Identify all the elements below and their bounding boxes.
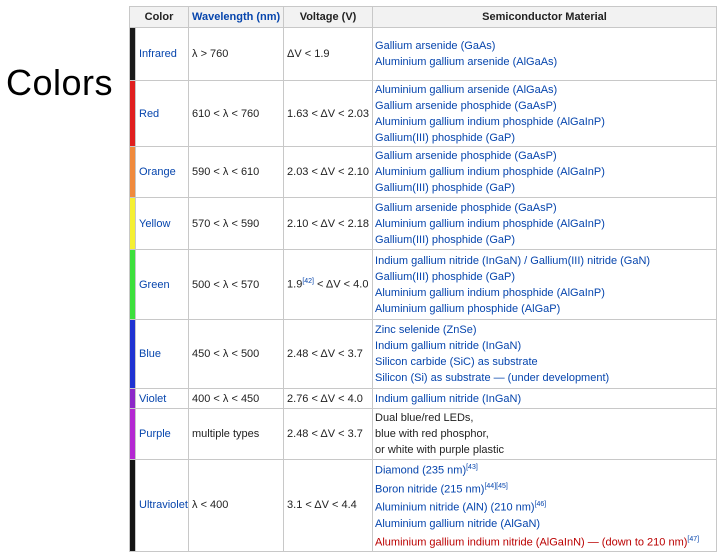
voltage-cell: 2.76 < ΔV < 4.0: [284, 389, 373, 409]
material-line: [375, 516, 714, 532]
table-row: [130, 250, 717, 320]
material-line: [375, 54, 714, 70]
material-cell: [373, 409, 717, 460]
voltage-cell: 2.10 < ΔV < 2.18: [284, 198, 373, 250]
material-link[interactable]: Indium gallium nitride (InGaN) / Gallium(III) nitride (GaN): [375, 254, 651, 267]
material-line: [375, 285, 714, 301]
material-link[interactable]: Aluminium gallium indium phosphide (AlGaInP): [375, 115, 605, 128]
material-link[interactable]: Aluminium gallium indium phosphide (AlGaInP): [375, 166, 605, 178]
table-row: [130, 198, 717, 250]
header-voltage[interactable]: Voltage (V): [284, 7, 373, 28]
wavelength-cell: λ > 760: [189, 28, 284, 81]
material-cell: [373, 198, 717, 250]
material-link[interactable]: Aluminium gallium nitride (AlGaN): [375, 517, 541, 530]
material-link[interactable]: Aluminium gallium indium nitride (AlGaInN) — (down to 210 nm): [375, 536, 688, 549]
material-link[interactable]: Gallium(III) phosphide (GaP): [375, 270, 516, 283]
color-name-link[interactable]: Orange: [136, 147, 189, 198]
material-link[interactable]: Gallium arsenide phosphide (GaAsP): [375, 201, 557, 214]
material-link[interactable]: Aluminium gallium arsenide (AlGaAs): [375, 83, 558, 96]
wavelength-cell: multiple types: [189, 409, 284, 460]
material-cell: [373, 81, 717, 147]
material-line: [375, 497, 714, 516]
color-name-link[interactable]: Ultraviolet: [136, 460, 189, 552]
header-color[interactable]: Color: [130, 7, 189, 28]
material-link[interactable]: Silicon carbide (SiC) as substrate: [375, 356, 538, 368]
material-text: or white with purple plastic: [375, 444, 505, 456]
material-link[interactable]: Gallium arsenide phosphide (GaAsP): [375, 99, 557, 112]
voltage-range: < ΔV < 4.0: [314, 278, 369, 291]
material-line: [375, 322, 714, 338]
material-cell: [373, 28, 717, 81]
voltage-cell: [284, 250, 373, 320]
material-link[interactable]: Gallium arsenide (GaAs): [375, 40, 496, 52]
material-line: [375, 253, 714, 269]
slide-title: Colors: [6, 62, 114, 103]
color-name-link[interactable]: Violet: [136, 389, 189, 409]
material-cell: [373, 460, 717, 552]
table-row: [130, 28, 717, 81]
material-link[interactable]: Diamond (235 nm): [375, 464, 467, 477]
wavelength-cell: 400 < λ < 450: [189, 389, 284, 409]
material-cell: [373, 147, 717, 198]
material-line: [375, 216, 714, 232]
voltage-cell: 2.03 < ΔV < 2.10: [284, 147, 373, 198]
table-row: [130, 147, 717, 198]
material-link[interactable]: Gallium arsenide phosphide (GaAsP): [375, 150, 557, 162]
table-row: [130, 460, 717, 552]
material-line: [375, 460, 714, 479]
voltage-cell: 2.48 < ΔV < 3.7: [284, 409, 373, 460]
material-line: [375, 148, 714, 164]
wavelength-cell: 450 < λ < 500: [189, 320, 284, 389]
material-line: [375, 130, 714, 146]
wavelength-cell: 500 < λ < 570: [189, 250, 284, 320]
material-line: [375, 38, 714, 54]
led-color-table: [129, 6, 717, 552]
color-name-link[interactable]: Purple: [136, 409, 189, 460]
material-cell: [373, 389, 717, 409]
table-row: [130, 81, 717, 147]
wavelength-link[interactable]: Wavelength (nm): [192, 11, 281, 23]
material-link[interactable]: Aluminium nitride (AlN) (210 nm): [375, 501, 535, 514]
material-line: [375, 180, 714, 196]
material-line: [375, 426, 714, 442]
table-row: [130, 409, 717, 460]
material-line: [375, 200, 714, 216]
material-link[interactable]: Gallium(III) phosphide (GaP): [375, 131, 516, 144]
material-link[interactable]: Indium gallium nitride (InGaN): [375, 340, 522, 352]
material-line: [375, 532, 714, 551]
citation-link[interactable]: [43]: [466, 464, 478, 471]
material-line: [375, 232, 714, 248]
material-line: [375, 164, 714, 180]
voltage-cell: ΔV < 1.9: [284, 28, 373, 81]
citation-link[interactable]: [44][45]: [484, 482, 508, 490]
material-link[interactable]: Silicon (Si) as substrate — (under development): [375, 372, 610, 384]
table-row: [130, 389, 717, 409]
material-line: [375, 354, 714, 370]
material-link[interactable]: Zinc selenide (ZnSe): [375, 324, 477, 336]
material-link[interactable]: Aluminium gallium phosphide (AlGaP): [375, 302, 561, 315]
material-link[interactable]: Indium gallium nitride (InGaN): [375, 392, 522, 405]
material-link[interactable]: Aluminium gallium indium phosphide (AlGaInP): [375, 217, 605, 230]
citation-link[interactable]: [47]: [687, 535, 700, 543]
material-line: [375, 301, 714, 317]
wavelength-cell: λ < 400: [189, 460, 284, 552]
material-line: [375, 98, 714, 114]
color-name-link[interactable]: Infrared: [136, 28, 189, 81]
color-name-link[interactable]: Green: [136, 250, 189, 320]
voltage-cell: 1.63 < ΔV < 2.03: [284, 81, 373, 147]
color-name-link[interactable]: Red: [136, 81, 189, 147]
wavelength-cell: 610 < λ < 760: [189, 81, 284, 147]
material-line: [375, 82, 714, 98]
citation-link[interactable]: [42]: [302, 278, 314, 286]
voltage-cell: 2.48 < ΔV < 3.7: [284, 320, 373, 389]
color-name-link[interactable]: Yellow: [136, 198, 189, 250]
color-name-link[interactable]: Blue: [136, 320, 189, 389]
voltage-value: 1.9: [287, 278, 303, 291]
table-body: [130, 28, 717, 552]
material-link[interactable]: Gallium(III) phosphide (GaP): [375, 233, 516, 246]
material-line: [375, 114, 714, 130]
material-link[interactable]: Gallium(III) phosphide (GaP): [375, 182, 516, 194]
voltage-cell: 3.1 < ΔV < 4.4: [284, 460, 373, 552]
material-cell: [373, 320, 717, 389]
table-header-row: [130, 7, 717, 28]
material-link[interactable]: Aluminium gallium arsenide (AlGaAs): [375, 56, 558, 68]
wavelength-cell: 590 < λ < 610: [189, 147, 284, 198]
header-material[interactable]: Semiconductor Material: [373, 7, 717, 28]
table-row: [130, 320, 717, 389]
material-line: [375, 479, 714, 498]
material-line: [375, 370, 714, 386]
material-line: [375, 391, 714, 407]
material-line: [375, 410, 714, 426]
material-line: [375, 442, 714, 458]
wavelength-cell: 570 < λ < 590: [189, 198, 284, 250]
material-link[interactable]: Aluminium gallium indium phosphide (AlGaInP): [375, 286, 605, 299]
header-wavelength[interactable]: [189, 7, 284, 28]
material-text: Dual blue/red LEDs,: [375, 412, 474, 424]
material-line: [375, 338, 714, 354]
material-text: blue with red phosphor,: [375, 428, 489, 440]
material-link[interactable]: Boron nitride (215 nm): [375, 483, 485, 496]
citation-link[interactable]: [46]: [534, 501, 547, 509]
material-line: [375, 269, 714, 285]
material-cell: [373, 250, 717, 320]
